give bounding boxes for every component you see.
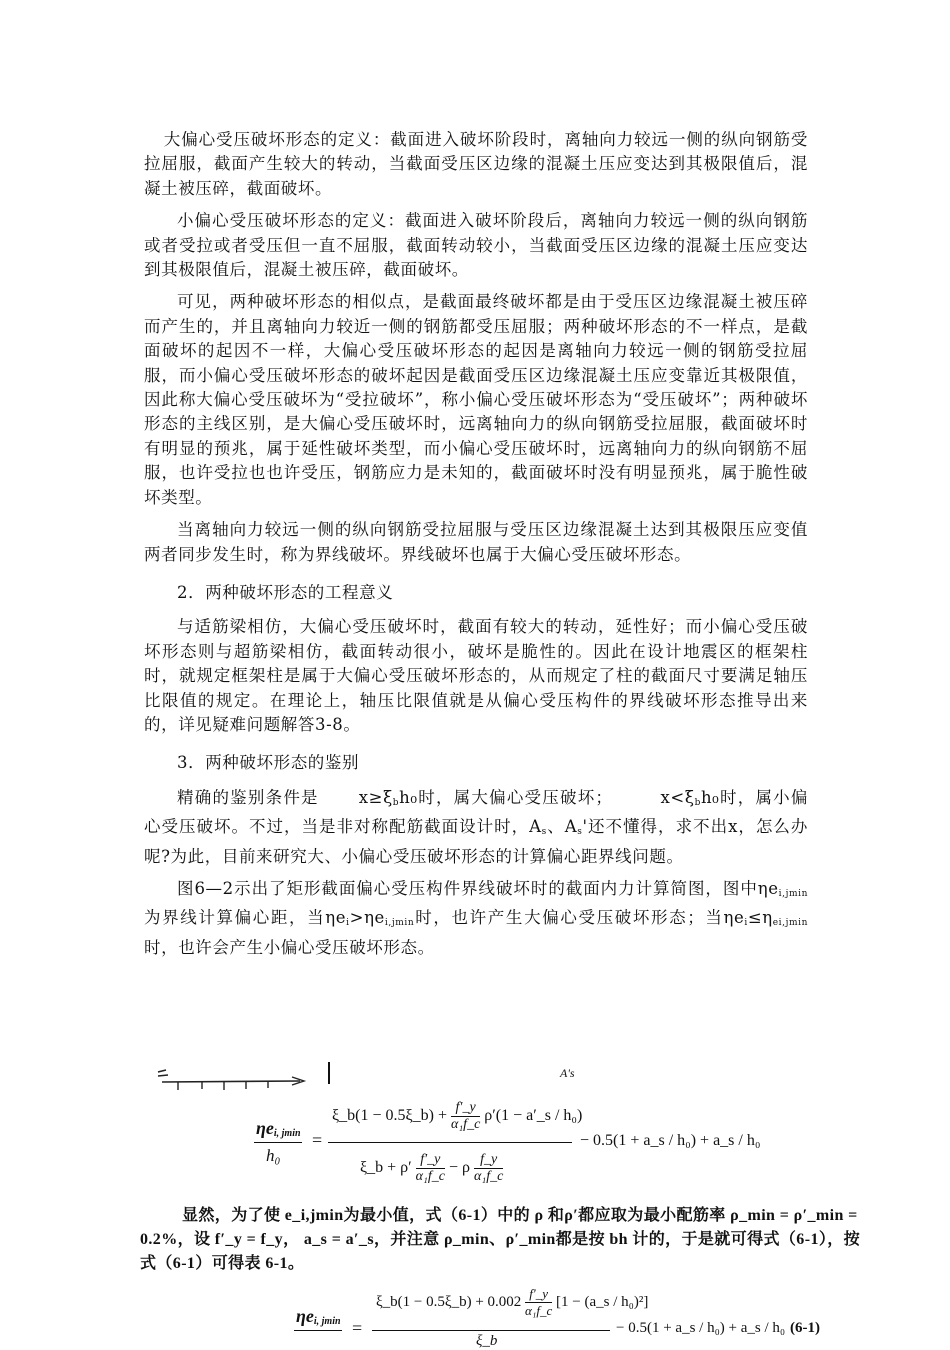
figdesc-sub5: ei,jmin (772, 918, 809, 929)
figdesc-g: ≤η (747, 908, 773, 928)
formula1-den-frac1 (416, 1152, 445, 1185)
formula1-denominator (360, 1152, 503, 1185)
figdesc-sub1: i,jmin (778, 888, 808, 899)
formula2-lhs-eta: ηe (296, 1306, 314, 1326)
figdesc-f: ηe (723, 908, 745, 928)
formula1-equals: = (312, 1130, 323, 1150)
scan-text-line1: 显然，为了使 e_i,jmin为最小值，式（6-1）中的 ρ 和ρ′都应取为最小配筋率 ρ_min = ρ′_min = (182, 1207, 858, 1224)
formula2-lhs-sub: i, jmin (313, 1316, 341, 1327)
scan-text-line3: 式（6-1）可得表 6-1。 (140, 1255, 305, 1272)
section-2-body: 与适筋梁相仿，大偏心受压破坏时，截面有较大的转动，延性好；而小偏心受压破坏形态则与超筋梁相仿，截面转动很小，破坏是脆性的。因此在设计地震区的框架柱时，就规定框架柱是属于大偏心受压破坏形态的，从而规定了柱的截面尺寸要满足轴压比限值的规定。在理论上，轴压比限值就是从偏心受压构件的界线破坏形态推导出来的，详见疑难问题解答3-8。 (144, 617, 808, 734)
formula1-lhs-sub: i, jmin (273, 1128, 301, 1139)
paragraph-large-eccentric-definition: 大偏心受压破坏形态的定义：截面进入破坏阶段时，离轴向力较远一侧的纵向钢筋受拉屈服，截面产生较大的转动，当截面受压区边缘的混凝土压应变达到其极限值后，混凝土被压碎，截面破坏。 (144, 130, 808, 198)
section-3-heading: 3．两种破坏形态的鉴别 (177, 753, 360, 773)
criteria-large-tail: h₀时，属大偏心受压破坏； (399, 787, 613, 807)
corner-label: A's (560, 1066, 575, 1080)
formula1-den-frac1-bot: α₁f_c (415, 1169, 445, 1184)
criteria-rest-sub2: s (577, 827, 583, 838)
criteria-rest-c: '还不懂得，求不出x，怎么办呢?为此，目前来研究大、小偏心受压破坏形态的计算偏心距界线问题。 (144, 817, 809, 866)
formula1-lhs-den: h₀ (266, 1146, 281, 1165)
ruler-sketch-icon (150, 1066, 350, 1096)
equation-number: (6-1) (790, 1320, 820, 1336)
formula2-num-frac (525, 1286, 552, 1319)
paragraph-comparison: 可见，两种破坏形态的相似点，是截面最终破坏都是由于受压区边缘混凝土被压碎而产生的，并且离轴向力较近一侧的钢筋都受压屈服；两种破坏形态的不一样点，是截面破坏的起因不一样，大偏心受压破坏形态的起因是离轴向力较远一侧的钢筋受拉屈服，而小偏心受压破坏形态的破坏起因是截面受压区边缘混凝土压应变靠近其极限值，因此称大偏心受压破坏为“受拉破坏”，称小偏心受压破坏形态为“受压破坏”；两种破坏形态的主线区别，是大偏心受压破坏时，远离轴向力的纵向钢筋受拉屈服，截面破坏时有明显的预兆，属于延性破坏类型，而小偏心受压破坏时，远离轴向力的纵向钢筋不屈服，也许受拉也也许受压，钢筋应力是未知的，截面破坏时没有明显预兆，属于脆性破坏类型。 (144, 292, 808, 507)
figdesc-b: 为界线计算偏心距，当 (144, 908, 326, 928)
formula2-lhs-bar (294, 1330, 342, 1331)
formula1-den-mid: − ρ (448, 1159, 474, 1177)
formula1-den-frac2-bot: α₁f_c (473, 1169, 504, 1184)
formula1-lhs-eta: ηe (256, 1118, 274, 1138)
criteria-rest-sub1: s (541, 827, 547, 838)
criteria-rest-a: 属小偏心受压破坏。不过，当是非对称配筋截面设计时，A (144, 787, 808, 837)
formula2-num-frac-top: f′_y (525, 1286, 552, 1303)
formula1-num-tail: ρ′(1 − a′_s / h₀) (484, 1107, 583, 1125)
figdesc-d: >ηe (349, 908, 385, 928)
formula1-den-frac2-top: f_y (474, 1152, 503, 1169)
criteria-large-sub: b (392, 797, 400, 808)
scan-text-line2: 0.2%，设 f′_y = f_y， a_s = a′_s，并注意 ρ_min、ρ′_min都是按 bh 计的，于是就可得式（6-1），按 (140, 1231, 861, 1248)
formula2-denominator: ξ_b (476, 1333, 498, 1349)
figdesc-e: 时，也许产生大偏心受压破坏形态；当 (414, 908, 724, 928)
criteria-large: x≥ξ (358, 787, 393, 807)
formula1-num-frac (451, 1100, 480, 1133)
section-2-heading: 2．两种破坏形态的工程意义 (177, 582, 394, 602)
formula1-den-head: ξ_b + ρ′ (360, 1159, 412, 1177)
formula2-equals: = (352, 1318, 363, 1338)
formula1-num-frac-bot: α₁f_c (450, 1117, 481, 1132)
formula2-num-tail: [1 − (a_s / h₀)²] (556, 1293, 649, 1310)
criteria-small-sub: b (694, 797, 701, 808)
formula2-main-bar (372, 1330, 610, 1331)
formula2-numerator (376, 1286, 648, 1319)
paragraph-small-eccentric-definition: 小偏心受压破坏形态的定义：截面进入破坏阶段后，离轴向力较远一侧的纵向钢筋或者受拉或者受压但一直不屈服，截面转动较小，当截面受压区边缘的混凝土压应变达到其极限值后，混凝土被压碎，截面破坏。 (144, 211, 808, 280)
criteria-small-tail: h₀时， (700, 787, 756, 807)
formula1-main-bar (328, 1142, 572, 1143)
formula1-den-frac1-top: f′_y (416, 1152, 445, 1169)
criteria-intro: 精确的鉴别条件是 (177, 787, 319, 807)
figdesc-eta1: ηe (757, 878, 779, 898)
formula1-den-frac2 (474, 1152, 503, 1185)
figdesc-h: 时，也许会产生小偏心受压破坏形态。 (144, 937, 435, 957)
figdesc-a: 图6—2示出了矩形截面偏心受压构件界线破坏时的截面内力计算简图，图中 (177, 878, 758, 898)
body-text (144, 128, 808, 960)
formula1-lhs (256, 1118, 301, 1139)
section-3-criteria (144, 786, 808, 869)
figure-divider (328, 1062, 330, 1084)
formula1-tail: − 0.5(1 + a_s / h₀) + a_s / h₀ (580, 1132, 761, 1149)
formula1-num-frac-top: f′_y (451, 1100, 480, 1117)
section-3-figure-description (144, 877, 808, 960)
criteria-rest-b: 、A (546, 817, 578, 837)
formula2-tail: − 0.5(1 + a_s / h₀) + a_s / h₀ (616, 1320, 786, 1336)
formula2-num-head: ξ_b(1 − 0.5ξ_b) + 0.002 (376, 1293, 526, 1310)
scanned-formula-excerpt (140, 1060, 861, 1349)
formula1-numerator (332, 1100, 582, 1133)
paragraph-balanced-failure: 当离轴向力较远一侧的纵向钢筋受拉屈服与受压区边缘混凝土达到其极限压应变值两者同步发生时，称为界线破坏。界线破坏也属于大偏心受压破坏形态。 (144, 520, 808, 564)
formula1-lhs-bar (254, 1142, 302, 1143)
formula2-num-frac-bot: α₁f_c (525, 1303, 553, 1318)
figdesc-sub3: i,jmin (384, 918, 415, 929)
formula2-lhs (296, 1306, 341, 1327)
figdesc-sub4: i (744, 918, 748, 929)
formula1-num-head: ξ_b(1 − 0.5ξ_b) + (332, 1107, 451, 1125)
criteria-small: x<ξ (660, 787, 695, 807)
figdesc-c: ηe (325, 908, 347, 928)
figdesc-sub2: i (346, 918, 350, 929)
